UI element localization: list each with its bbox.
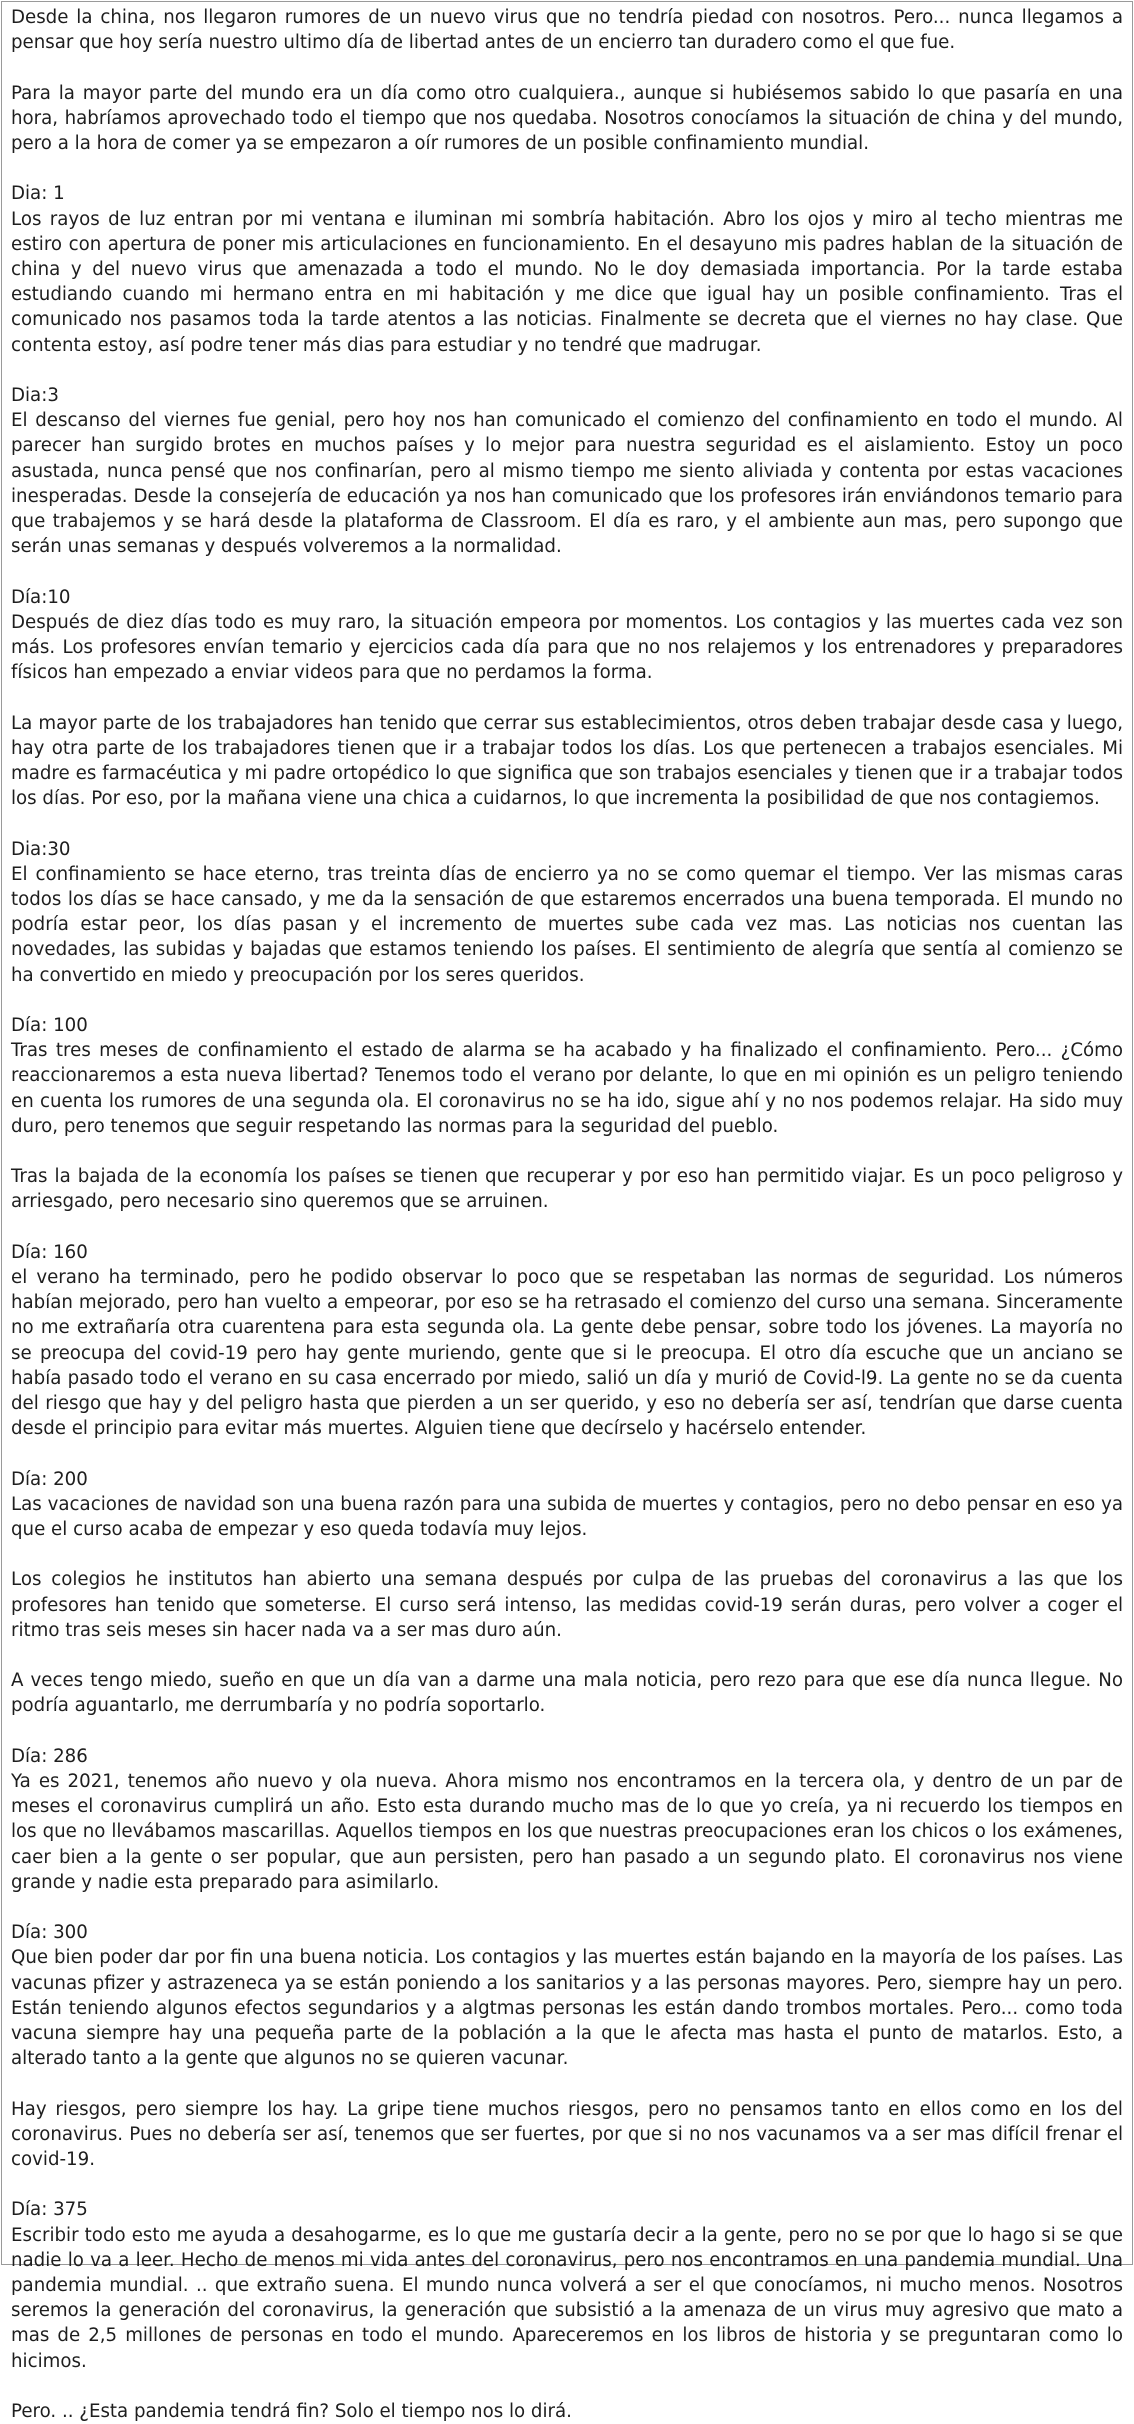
diary-entry xyxy=(11,1013,1123,1139)
entry-day-heading: Dia:3 xyxy=(11,385,59,406)
text-paragraph xyxy=(11,5,1123,55)
diary-entry xyxy=(11,1920,1123,2071)
text-paragraph xyxy=(11,2097,1123,2173)
text-paragraph xyxy=(11,2399,1123,2424)
entry-day-heading: Día: 160 xyxy=(11,1241,88,1263)
paragraph-text: Los colegios he institutos han abierto una semana después por culpa de las pruebas del coronavirus a las que los profesores han tenido que someterse. El curso será intenso, las medidas covid-19 serán duras, pero volver a coger el ritmo tras seis meses sin hacer nada va a ser mas duro aún. xyxy=(11,1569,1123,1641)
text-paragraph xyxy=(11,711,1123,812)
diary-text xyxy=(11,5,1123,2424)
diary-entry xyxy=(11,2197,1123,2373)
paragraph-text: Hay riesgos, pero siempre los hay. La gripe tiene muchos riesgos, pero no pensamos tanto en ellos como en los del coronavirus. Pues no debería ser así, tenemos que ser fuertes, por que si no nos vacunamos va a ser mas difícil frenar el covid-19. xyxy=(11,2098,1123,2171)
text-paragraph xyxy=(11,1164,1123,1214)
diary-entry xyxy=(11,585,1123,686)
entry-day-heading: Día: 200 xyxy=(11,1468,88,1490)
paragraph-text: Las vacaciones de navidad son una buena razón para una subida de muertes y contagios, pero no debo pensar en eso ya que el curso acaba de empezar y eso queda todavía muy lejos. xyxy=(11,1493,1123,1541)
paragraph-text: A veces tengo miedo, sueño en que un día van a darme una mala noticia, pero rezo para que ese día nunca llegue. No podría aguantarlo, me derrumbaría y no podría soportarlo. xyxy=(11,1670,1123,1717)
entry-day-heading: Día: 100 xyxy=(11,1015,88,1037)
paragraph-text: Tras tres meses de confinamiento el estado de alarma se ha acabado y ha finalizado el confinamiento. Pero... ¿Cómo reaccionaremos a esta nueva libertad? Tenemos todo el verano por delante, lo que en mi opinión es un peligro teniendo en cuenta los rumores de una segunda ola. El coronavirus no se ha ido, sigue ahí y no nos podemos relajar. Ha sido muy duro, pero tenemos que seguir respetando las normas para la seguridad del pueblo. xyxy=(11,1040,1123,1137)
paragraph-text: Los rayos de luz entran por mi ventana e iluminan mi sombría habitación. Abro los ojos y miro al techo mientras me estiro con apertura de poner mis articulaciones en funcionamiento. En el desayuno mis padres hablan de la situación de china y del nuevo virus que amenazada a todo el mundo. No le doy demasiada importancia. Por la tarde estaba estudiando cuando mi hermano entra en mi habitación y me dice que igual hay un posible confinamiento. Tras el comunicado nos pasamos toda la tarde atentos a las noticias. Finalmente se decreta que el viernes no hay clase. Que contenta estoy, así podre tener más dias para estudiar y no tendré que madrugar. xyxy=(11,208,1123,356)
paragraph-text: Escribir todo esto me ayuda a desahogarme, es lo que me gustaría decir a la gente, pero no se por que lo hago si se que nadie lo va a leer. Hecho de menos mi vida antes del coronavirus, pero nos encontramos en una pandemia mundial. Una pandemia mundial. .. que extraño suena. El mundo nunca volverá a ser el que conocíamos, ni mucho menos. Nosotros seremos la generación del coronavirus, la generación que subsistió a la amenaza de un virus muy agresivo que mato a mas de 2,5 millones de personas en todo el mundo. Apareceremos en los libros de historia y se preguntaran como lo hicimos. xyxy=(11,2224,1123,2372)
paragraph-text: Tras la bajada de la economía los países se tienen que recuperar y por eso han permitido viajar. Es un poco peligroso y arriesgado, pero necesario sino queremos que se arruinen. xyxy=(11,1166,1123,1213)
paragraph-text: Después de diez días todo es muy raro, la situación empeora por momentos. Los contagios y las muertes cada vez son más. Los profesores envían temario y ejercicios cada día para que no nos relajemos y los entrenadores y preparadores físicos han empezado a enviar videos para que no perdamos la forma. xyxy=(11,611,1123,684)
text-paragraph xyxy=(11,1567,1123,1643)
text-paragraph xyxy=(11,1668,1123,1718)
diary-entry xyxy=(11,1240,1123,1442)
entry-day-heading: Día: 286 xyxy=(11,1745,88,1767)
paragraph-text: Ya es 2021, tenemos año nuevo y ola nueva. Ahora mismo nos encontramos en la tercera ola, y dentro de un par de meses el coronavirus cumplirá un año. Esto esta durando mucho mas de lo que yo creía, ya ni recuerdo los tiempos en los que no llevábamos mascarillas. Aquellos tiempos en los que nuestras preocupaciones eran los chicos o los exámenes, caer bien a la gente o ser popular, que aun persisten, pero han pasado a un segundo plato. El coronavirus nos viene grande y nadie esta preparado para asimilarlo. xyxy=(11,1771,1123,1893)
paragraph-text: El descanso del viernes fue genial, pero hoy nos han comunicado el comienzo del confinamiento en todo el mundo. Al parecer han surgido brotes en muchos países y lo mejor para nuestra seguridad es el aislamiento. Estoy un poco asustada, nunca pensé que nos confinarían, pero al mismo tiempo me siento aliviada y contenta por estas vacaciones inesperadas. Desde la consejería de educación ya nos han comunicado que los profesores irán enviándonos temario para que trabajemos y se hará desde la plataforma de Classroom. El día es raro, y el ambiente aun mas, pero supongo que serán unas semanas y después volveremos a la normalidad. xyxy=(11,410,1123,558)
paragraph-text: Para la mayor parte del mundo era un día como otro cualquiera., aunque si hubiésemos sabido lo que pasaría en una hora, habríamos aprovechado todo el tiempo que nos quedaba. Nosotros conocíamos la situación de china y del mundo, pero a la hora de comer ya se empezaron a oír rumores de un posible confinamiento mundial. xyxy=(11,82,1123,154)
paragraph-text: El confinamiento se hace eterno, tras treinta días de encierro ya no se como quemar el tiempo. Ver las mismas caras todos los días se hace cansado, y me da la sensación de que estaremos encerrados una buena temporada. El mundo no podría estar peor, los días pasan y el incremento de muertes sube cada vez mas. Las noticias nos cuentan las novedades, las subidas y bajadas que estamos teniendo los países. El sentimiento de alegría que sentía al comienzo se ha convertido en miedo y preocupación por los seres queridos. xyxy=(11,863,1123,986)
entry-day-heading: Dia:30 xyxy=(11,838,71,860)
paragraph-text: Que bien poder dar por fin una buena noticia. Los contagios y las muertes están bajando en la mayoría de los países. Las vacunas pfizer y astrazeneca ya se están poniendo a los sanitarios y a las personas mayores. Pero, siempre hay un pero. Están teniendo algunos efectos segundarios y a algtmas personas les están dando trombos mortales. Pero... como toda vacuna siempre hay una pequeña parte de la población a la que le afecta mas hasta el punto de matarlos. Esto, a alterado tanto a la gente que algunos no se quieren vacunar. xyxy=(11,1947,1123,2070)
paragraph-text: La mayor parte de los trabajadores han tenido que cerrar sus establecimientos, otros deben trabajar desde casa y luego, hay otra parte de los trabajadores tienen que ir a trabajar todos los días. Los que pertenecen a trabajos esenciales. Mi madre es farmacéutica y mi padre ortopédico lo que significa que son trabajos esenciales y tienen que ir a trabajar todos los días. Por eso, por la mañana viene una chica a cuidarnos, lo que incrementa la posibilidad de que nos contagiemos. xyxy=(11,712,1123,810)
diary-entry xyxy=(11,181,1123,357)
paragraph-text: Desde la china, nos llegaron rumores de un nuevo virus que no tendría piedad con nosotros. Pero... nunca llegamos a pensar que hoy sería nuestro ultimo día de libertad antes de un encierro tan duradero como el que fue. xyxy=(11,7,1123,54)
diary-entry xyxy=(11,1744,1123,1895)
diary-entry xyxy=(11,837,1123,988)
paragraph-text: Pero. .. ¿Esta pandemia tendrá fin? Solo el tiempo nos lo dirá. xyxy=(11,2401,572,2423)
diary-entry xyxy=(11,1467,1123,1543)
entry-day-heading: Día: 375 xyxy=(11,2199,88,2221)
diary-entry xyxy=(11,383,1123,559)
entry-day-heading: Día:10 xyxy=(11,586,71,608)
document-page xyxy=(1,1,1133,2423)
text-paragraph xyxy=(11,81,1123,157)
entry-day-heading: Día: 300 xyxy=(11,1922,88,1944)
entry-day-heading: Dia: 1 xyxy=(11,183,65,205)
paragraph-text: el verano ha terminado, pero he podido observar lo poco que se respetaban las normas de seguridad. Los números habían mejorado, pero han vuelto a empeorar, por eso se ha retrasado el comienzo del curso una semana. Sinceramente no me extrañaría otra cuarentena para esta segunda ola. La gente debe pensar, sobre todo los jóvenes. La mayoría no se preocupa del covid-19 pero hay gente muriendo, gente que si le preocupa. El otro día escuche que un anciano se había pasado todo el verano en su casa encerrado por miedo, salió un día y murió de Covid-l9. La gente no se da cuenta del riesgo que hay y del peligro hasta que pierden a un ser querido, y eso no debería ser así, tendrían que darse cuenta desde el principio para evitar más muertes. Alguien tiene que decírselo y hacérselo entender. xyxy=(11,1267,1123,1440)
